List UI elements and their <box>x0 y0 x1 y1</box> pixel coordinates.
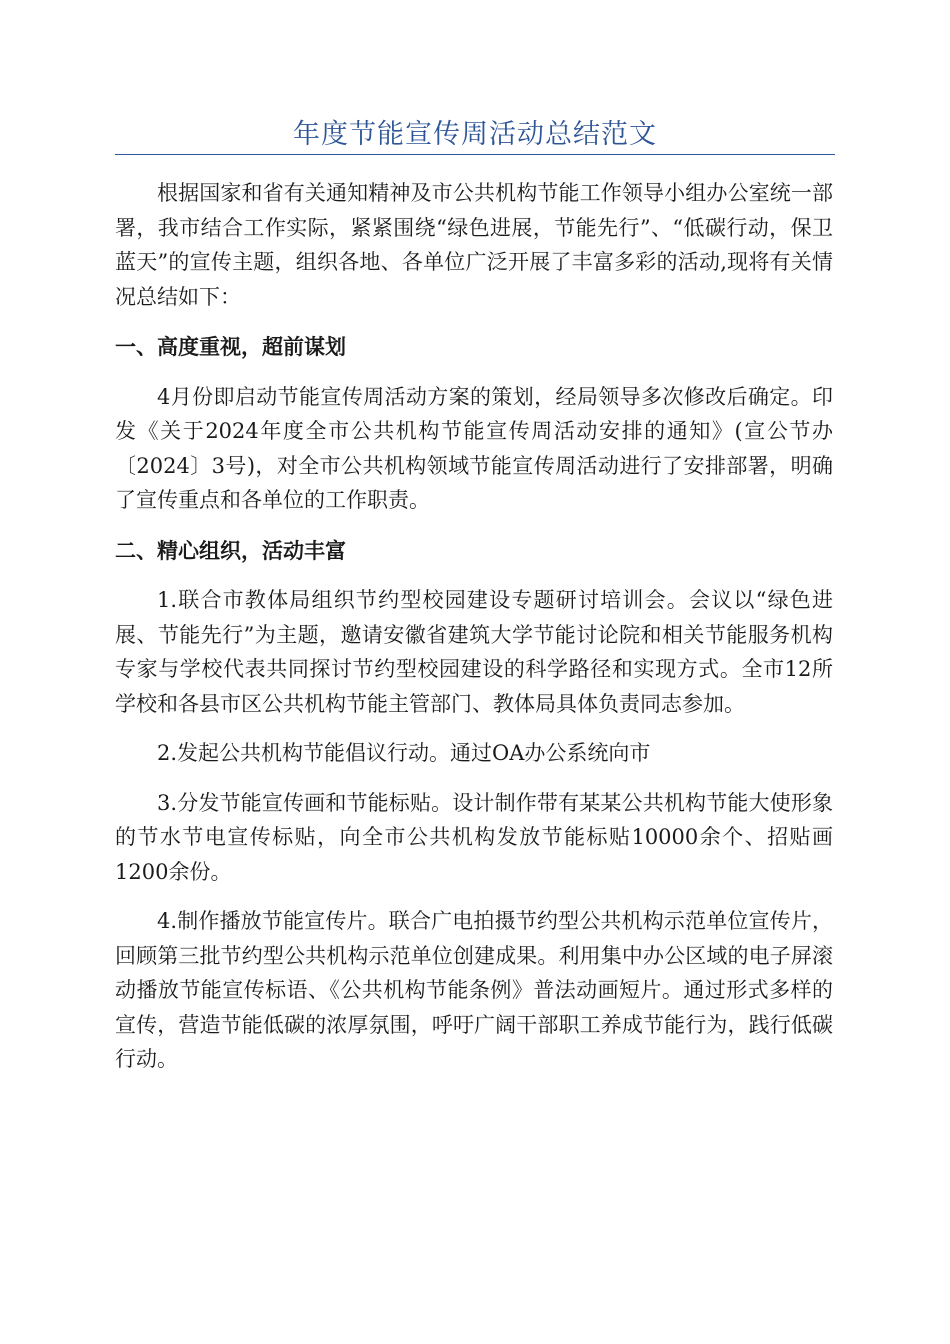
section1-paragraph: 4月份即启动节能宣传周活动方案的策划，经局领导多次修改后确定。印发《关于2024年度全市公共机构节能宣传周活动安排的通知》(宣公节办〔2024〕3号)，对全市公共机构领域节能宣传周活动进行了安排部署，明确了宣传重点和各单位的工作职责。 <box>115 384 833 512</box>
section-heading-2: 二、精心组织，活动丰富 <box>115 537 346 563</box>
document-body <box>115 176 833 1077</box>
activity-item-3: 3.分发节能宣传画和节能标贴。设计制作带有某某公共机构节能大使形象的节水节电宣传标贴，向全市公共机构发放节能标贴10000余个、招贴画1200余份。 <box>115 790 833 884</box>
activity-item-4: 4.制作播放节能宣传片。联合广电拍摄节约型公共机构示范单位宣传片，回顾第三批节约型公共机构示范单位创建成果。利用集中办公区域的电子屏滚动播放节能宣传标语、《公共机构节能条例》普法动画短片。通过形式多样的宣传，营造节能低碳的浓厚氛围，呼吁广阔干部职工养成节能行为，践行低碳行动。 <box>115 909 833 1071</box>
title-underline <box>115 154 835 155</box>
document-title: 年度节能宣传周活动总结范文 <box>293 119 657 150</box>
intro-paragraph: 根据国家和省有关通知精神及市公共机构节能工作领导小组办公室统一部署，我市结合工作实际，紧紧围绕“绿色进展，节能先行”、“低碳行动，保卫蓝天”的宣传主题，组织各地、各单位广泛开展了丰富多彩的活动,现将有关情况总结如下： <box>115 181 833 309</box>
activity-item-1: 1.联合市教体局组织节约型校园建设专题研讨培训会。会议以“绿色进展、节能先行”为主题，邀请安徽省建筑大学节能讨论院和相关节能服务机构专家与学校代表共同探讨节约型校园建设的科学路径和实现方式。全市12所学校和各县市区公共机构节能主管部门、教体局具体负责同志参加。 <box>115 588 833 716</box>
section-heading-1: 一、高度重视，超前谋划 <box>115 334 346 359</box>
activity-item-2: 2.发起公共机构节能倡议行动。通过OA办公系统向市 <box>157 741 651 765</box>
